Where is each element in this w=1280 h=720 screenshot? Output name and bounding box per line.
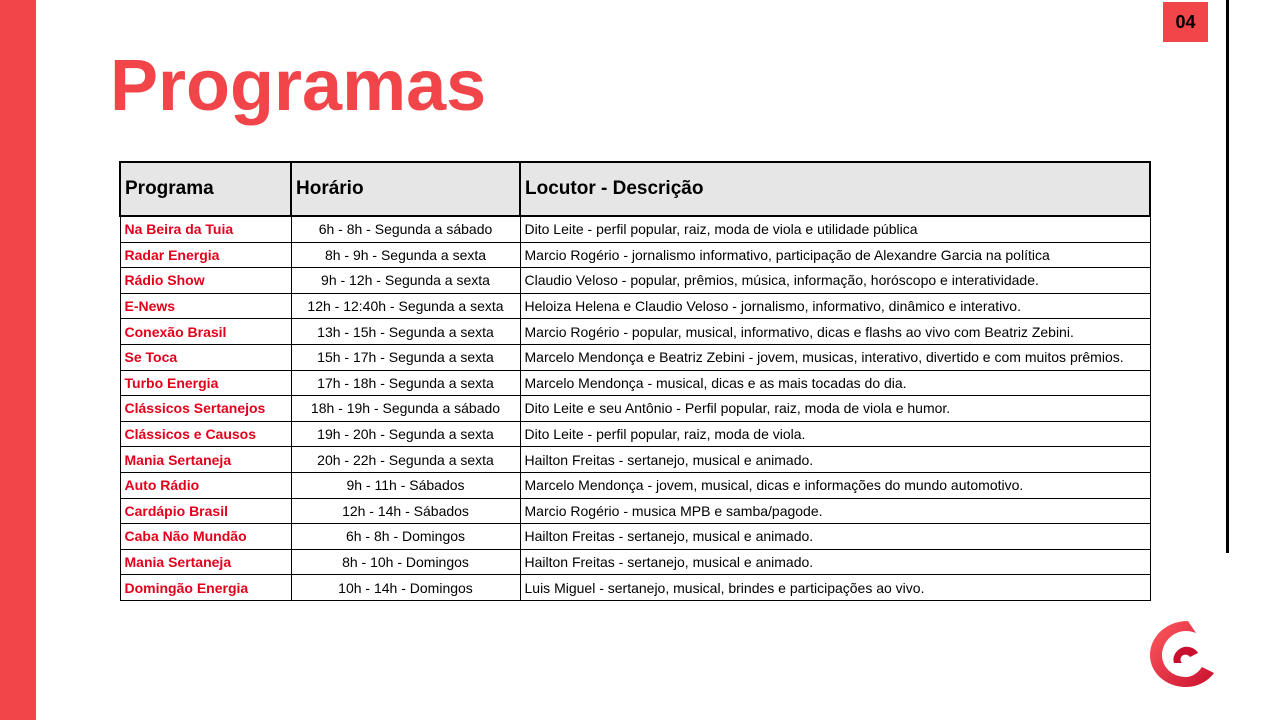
cell-programa: Se Toca	[120, 344, 291, 370]
cell-programa: Mania Sertaneja	[120, 549, 291, 575]
page-title: Programas	[110, 46, 487, 126]
table-row	[120, 498, 1150, 524]
cell-programa: E-News	[120, 293, 291, 319]
cell-horario: 8h - 10h - Domingos	[291, 549, 520, 575]
table-row	[120, 575, 1150, 601]
cell-descricao: Hailton Freitas - sertanejo, musical e animado.	[520, 549, 1150, 575]
cell-programa: Mania Sertaneja	[120, 447, 291, 473]
cell-programa: Caba Não Mundão	[120, 524, 291, 550]
cell-programa: Radar Energia	[120, 242, 291, 268]
table-row	[120, 293, 1150, 319]
schedule-table	[119, 161, 1151, 601]
cell-programa: Domingão Energia	[120, 575, 291, 601]
table-row	[120, 216, 1150, 242]
cell-programa: Conexão Brasil	[120, 319, 291, 345]
table-row	[120, 344, 1150, 370]
cell-programa: Clássicos e Causos	[120, 421, 291, 447]
cell-programa: Clássicos Sertanejos	[120, 396, 291, 422]
table-row	[120, 268, 1150, 294]
cell-horario: 19h - 20h - Segunda a sexta	[291, 421, 520, 447]
cell-horario: 10h - 14h - Domingos	[291, 575, 520, 601]
table-row	[120, 319, 1150, 345]
page-number-badge: 04	[1163, 2, 1208, 42]
cell-horario: 17h - 18h - Segunda a sexta	[291, 370, 520, 396]
table-row	[120, 396, 1150, 422]
cell-horario: 12h - 14h - Sábados	[291, 498, 520, 524]
cell-descricao: Hailton Freitas - sertanejo, musical e animado.	[520, 447, 1150, 473]
cell-descricao: Dito Leite e seu Antônio - Perfil popular, raiz, moda de viola e humor.	[520, 396, 1150, 422]
cell-horario: 6h - 8h - Segunda a sábado	[291, 216, 520, 242]
header-programa: Programa	[120, 162, 291, 216]
table-row	[120, 421, 1150, 447]
left-accent-bar	[0, 0, 36, 720]
table-header-row	[120, 162, 1150, 216]
cell-horario: 9h - 12h - Segunda a sexta	[291, 268, 520, 294]
table-row	[120, 524, 1150, 550]
cell-descricao: Heloiza Helena e Claudio Veloso - jornalismo, informativo, dinâmico e interativo.	[520, 293, 1150, 319]
cell-horario: 18h - 19h - Segunda a sábado	[291, 396, 520, 422]
table-row	[120, 549, 1150, 575]
cell-horario: 20h - 22h - Segunda a sexta	[291, 447, 520, 473]
header-descricao: Locutor - Descrição	[520, 162, 1150, 216]
cell-descricao: Hailton Freitas - sertanejo, musical e animado.	[520, 524, 1150, 550]
cell-programa: Auto Rádio	[120, 472, 291, 498]
right-divider-line	[1226, 0, 1229, 553]
cell-descricao: Claudio Veloso - popular, prêmios, música, informação, horóscopo e interatividade.	[520, 268, 1150, 294]
cell-descricao: Marcio Rogério - musica MPB e samba/pagode.	[520, 498, 1150, 524]
cell-programa: Na Beira da Tuia	[120, 216, 291, 242]
cell-horario: 12h - 12:40h - Segunda a sexta	[291, 293, 520, 319]
cell-programa: Turbo Energia	[120, 370, 291, 396]
cell-horario: 8h - 9h - Segunda a sexta	[291, 242, 520, 268]
cell-programa: Rádio Show	[120, 268, 291, 294]
cell-horario: 9h - 11h - Sábados	[291, 472, 520, 498]
cell-descricao: Dito Leite - perfil popular, raiz, moda de viola e utilidade pública	[520, 216, 1150, 242]
cell-horario: 13h - 15h - Segunda a sexta	[291, 319, 520, 345]
table-row	[120, 472, 1150, 498]
cell-horario: 6h - 8h - Domingos	[291, 524, 520, 550]
table-row	[120, 242, 1150, 268]
cell-descricao: Marcio Rogério - jornalismo informativo, participação de Alexandre Garcia na política	[520, 242, 1150, 268]
cell-programa: Cardápio Brasil	[120, 498, 291, 524]
header-horario: Horário	[291, 162, 520, 216]
c-logo-icon	[1146, 617, 1216, 689]
table-row	[120, 370, 1150, 396]
cell-descricao: Dito Leite - perfil popular, raiz, moda de viola.	[520, 421, 1150, 447]
cell-descricao: Marcelo Mendonça - musical, dicas e as mais tocadas do dia.	[520, 370, 1150, 396]
table-row	[120, 447, 1150, 473]
cell-descricao: Marcelo Mendonça e Beatriz Zebini - jovem, musicas, interativo, divertido e com muitos prêmios.	[520, 344, 1150, 370]
cell-descricao: Luis Miguel - sertanejo, musical, brindes e participações ao vivo.	[520, 575, 1150, 601]
cell-descricao: Marcio Rogério - popular, musical, informativo, dicas e flashs ao vivo com Beatriz Zebini.	[520, 319, 1150, 345]
cell-descricao: Marcelo Mendonça - jovem, musical, dicas e informações do mundo automotivo.	[520, 472, 1150, 498]
cell-horario: 15h - 17h - Segunda a sexta	[291, 344, 520, 370]
